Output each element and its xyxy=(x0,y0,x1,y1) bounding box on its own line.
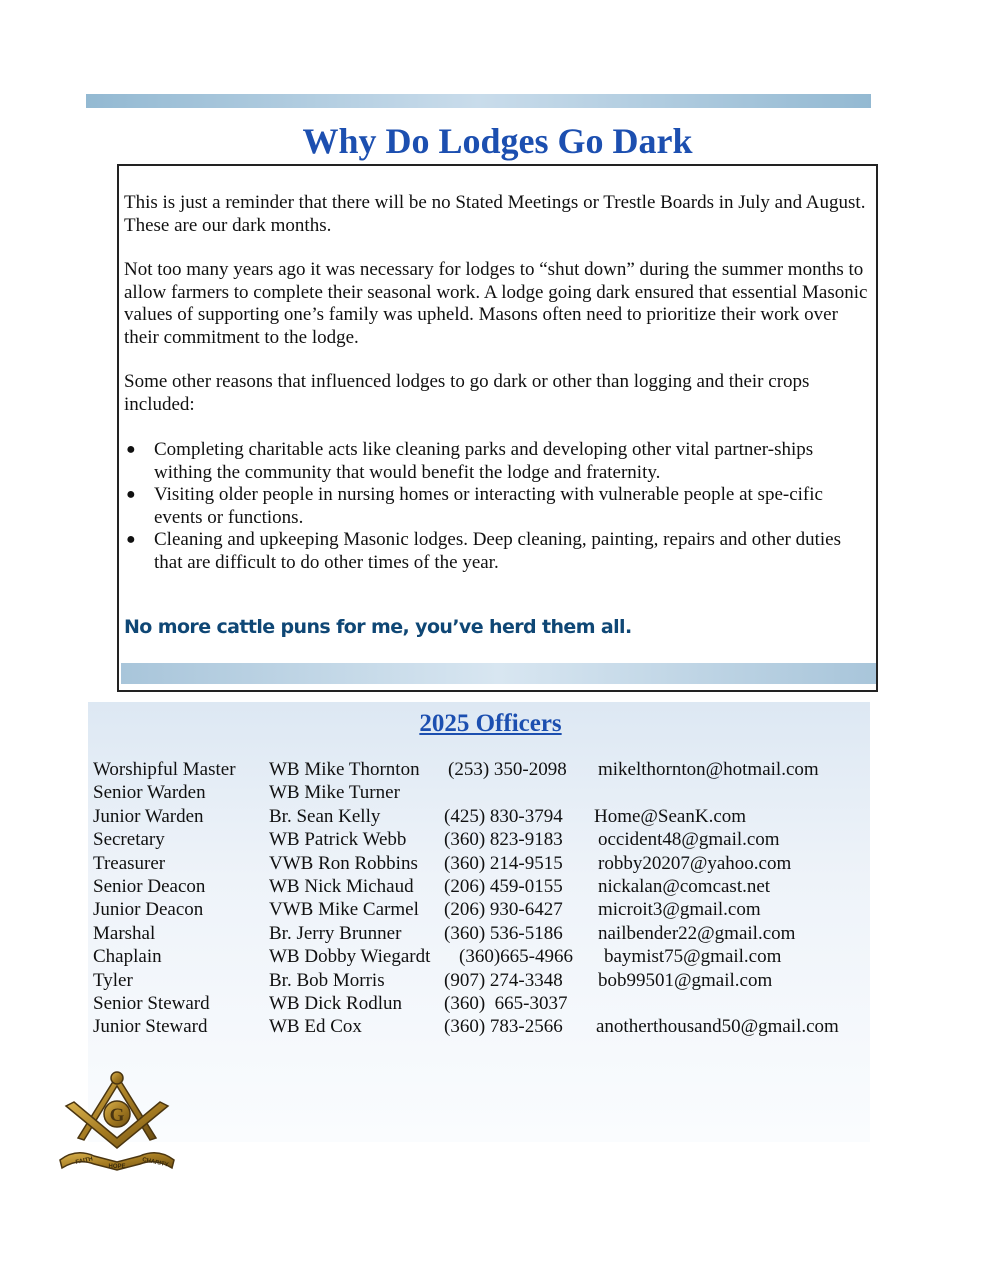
list-item xyxy=(124,439,869,484)
officer-phone: (360) 214-9515 xyxy=(444,852,563,874)
officer-role: Chaplain xyxy=(93,946,162,968)
officer-phone: (360) 536-5186 xyxy=(444,922,563,944)
officer-name: WB Dobby Wiegardt xyxy=(269,946,431,968)
officer-role: Treasurer xyxy=(93,852,166,874)
officer-phone: (360)665-4966 xyxy=(459,946,573,968)
officer-email[interactable]: occident48@gmail.com xyxy=(598,829,780,851)
officer-email[interactable]: Home@SeanK.com xyxy=(594,805,747,827)
bullet-icon: ● xyxy=(126,441,136,458)
officer-email[interactable]: baymist75@gmail.com xyxy=(604,946,782,968)
officer-email[interactable]: anotherthousand50@gmail.com xyxy=(596,1016,839,1038)
officer-role: Junior Deacon xyxy=(93,899,204,921)
officer-name: WB Patrick Webb xyxy=(269,829,407,851)
officer-phone: (253) 350-2098 xyxy=(448,759,567,780)
article-box xyxy=(117,164,878,692)
officer-email[interactable]: robby20207@yahoo.com xyxy=(598,852,792,874)
officer-phone: (206) 930-6427 xyxy=(444,899,563,921)
officer-role: Junior Warden xyxy=(93,805,204,827)
article-paragraph: Some other reasons that influenced lodges to go dark or other than logging and their crops included: xyxy=(124,371,810,415)
officer-name: Br. Sean Kelly xyxy=(269,805,381,827)
officer-name: Br. Bob Morris xyxy=(269,969,385,991)
officer-role: Junior Steward xyxy=(93,1016,208,1038)
officer-role: Senior Steward xyxy=(93,992,210,1014)
article-paragraph: Not too many years ago it was necessary for lodges to “shut down” during the summer months to allow farmers to complete their seasonal work. A lodge going dark ensured that essential Masonic values of supporting one’s family was upheld. Masons often need to prioritize their work over their commitment to the lodge. xyxy=(124,259,868,348)
officer-role: Tyler xyxy=(93,969,133,991)
bullet-icon: ● xyxy=(126,486,136,503)
officer-role: Marshal xyxy=(93,922,156,944)
list-item-text: Visiting older people in nursing homes or interacting with vulnerable people at spe-cific events or functions. xyxy=(154,484,823,528)
officer-email[interactable]: mikelthornton@hotmail.com xyxy=(598,759,819,780)
officer-name: Br. Jerry Brunner xyxy=(269,922,402,944)
officer-email[interactable]: nickalan@comcast.net xyxy=(598,875,771,897)
officer-phone: (360) 665-3037 xyxy=(444,992,568,1014)
pun-headline: No more cattle puns for me, you’ve herd them all. xyxy=(124,616,632,638)
page-title: Why Do Lodges Go Dark xyxy=(302,121,693,161)
officer-email[interactable]: microit3@gmail.com xyxy=(598,899,761,921)
officer-role: Secretary xyxy=(93,829,165,851)
officer-email[interactable]: bob99501@gmail.com xyxy=(598,969,773,991)
officer-role: Senior Warden xyxy=(93,782,206,804)
banner-word-faith: FAITH xyxy=(75,1156,94,1166)
officer-name: WB Mike Thornton xyxy=(269,759,420,780)
list-item xyxy=(124,529,869,574)
banner-word-hope: HOPE xyxy=(108,1164,126,1170)
reasons-list xyxy=(124,439,869,574)
officers-title: 2025 Officers xyxy=(419,710,562,737)
officer-name: WB Dick Rodlun xyxy=(269,992,402,1014)
officer-phone: (360) 783-2566 xyxy=(444,1016,563,1038)
article-divider-bar xyxy=(121,663,876,684)
officer-name: VWB Ron Robbins xyxy=(269,852,418,874)
officer-phone: (907) 274-3348 xyxy=(444,969,563,991)
list-item-text: Completing charitable acts like cleaning parks and developing other vital partner-ships withing the community that would benefit the lodge and fraternity. xyxy=(154,439,814,483)
officer-role: Worshipful Master xyxy=(93,759,236,780)
officer-name: WB Mike Turner xyxy=(269,782,400,804)
officer-name: WB Ed Cox xyxy=(269,1016,362,1038)
list-item xyxy=(124,484,869,529)
bullet-icon: ● xyxy=(126,531,136,548)
officer-phone: (360) 823-9183 xyxy=(444,829,563,851)
officer-role: Senior Deacon xyxy=(93,875,206,897)
officer-name: VWB Mike Carmel xyxy=(269,899,419,921)
article-paragraph: This is just a reminder that there will be no Stated Meetings or Trestle Boards in July and August. These are our dark months. xyxy=(124,192,866,236)
officer-phone: (206) 459-0155 xyxy=(444,875,563,897)
officer-email[interactable]: nailbender22@gmail.com xyxy=(598,922,796,944)
square-and-compasses-icon xyxy=(56,1068,178,1172)
header-divider-bar xyxy=(86,94,871,108)
list-item-text: Cleaning and upkeeping Masonic lodges. Deep cleaning, painting, repairs and other duties that are difficult to do other times of the year. xyxy=(154,529,841,573)
officer-name: WB Nick Michaud xyxy=(269,875,414,897)
svg-text:G: G xyxy=(109,1105,125,1126)
banner-word-charity: CHARITY xyxy=(141,1157,169,1169)
officer-phone: (425) 830-3794 xyxy=(444,805,563,827)
